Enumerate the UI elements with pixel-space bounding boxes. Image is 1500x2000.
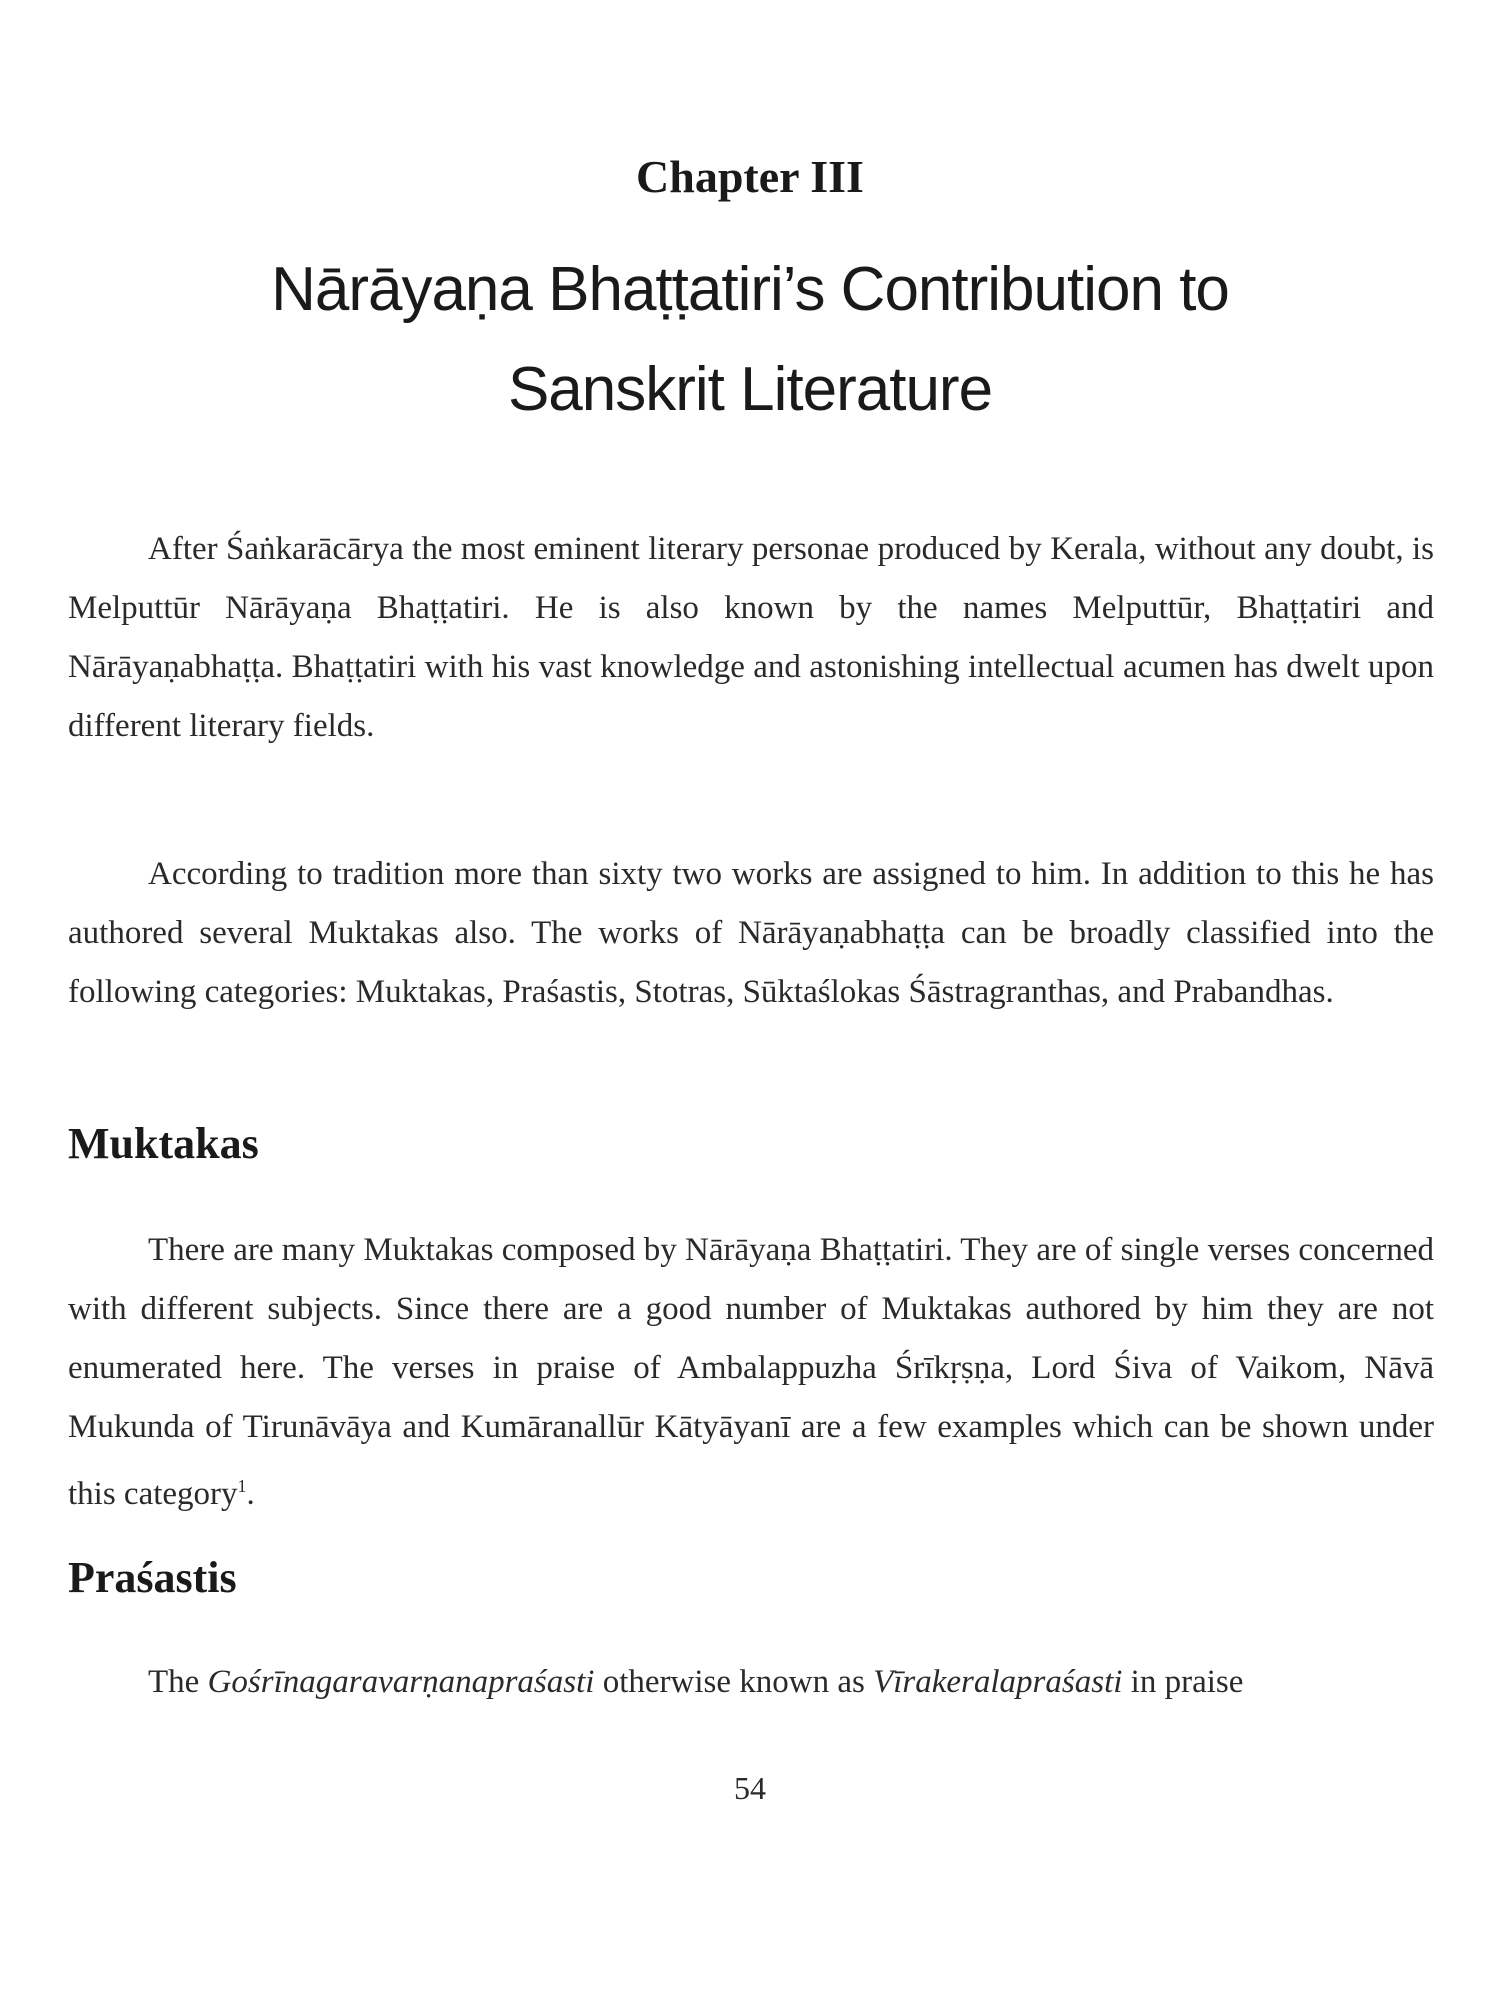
paragraph-muktakas [68, 1221, 1434, 1524]
section-heading-muktakas: Muktakas [68, 1119, 259, 1168]
work-title-italic: Gośrīnagaravarṇanapraśasti [207, 1664, 595, 1700]
chapter-title-line-2: Sanskrit Literature [507, 355, 993, 424]
chapter-label: Chapter III [636, 151, 864, 202]
work-title-italic: Vīrakeralapraśasti [873, 1664, 1123, 1700]
text-run: The [148, 1664, 208, 1700]
page-number: 54 [734, 1770, 766, 1806]
chapter-title-line-1: Nārāyaṇa Bhaṭṭatiri’s Contribution to [271, 255, 1229, 324]
chapter-title [0, 240, 1500, 440]
paragraph-body: There are many Muktakas composed by Nārāyaṇa Bhaṭṭatiri. They are of single verses concerned with different subjects. Since there are a good number of Muktakas authored by him they are not enumerated here. The verses in praise of Ambalappuzha Śrīkṛṣṇa, Lord Śiva of Vaikom, Nāvā Mukunda of Tirunāvāya and Kumāranallūr Kātyāyanī are a few examples which can be shown under this category [68, 1232, 1434, 1512]
paragraph-text: According to tradition more than sixty two works are assigned to him. In addition to this he has authored several Muktakas also. The works of Nārāyaṇabhaṭṭa can be broadly classified into the following categories: Muktakas, Praśastis, Stotras, Sūktaślokas Śāstragranthas, and Prabandhas. [68, 856, 1434, 1010]
footnote-marker: 1 [237, 1476, 247, 1496]
text-run: otherwise known as [594, 1664, 874, 1700]
paragraph-text: There are many Muktakas composed by Nārāyaṇa Bhaṭṭatiri. They are of single verses concerned with different subjects. Since there are a good number of Muktakas authored by him they are not enumerated here. The verses in praise of Ambalappuzha Śrīkṛṣṇa, Lord Śiva of Vaikom, Nāvā Mukunda of Tirunāvāya and Kumāranallūr Kātyāyanī are a few examples which can be shown under this category$^1$. [68, 1232, 1434, 1512]
paragraph-intro [68, 520, 1434, 756]
paragraph-prasastis [68, 1653, 1434, 1712]
paragraph-text [68, 1653, 1434, 1712]
paragraph-text: After Śaṅkarācārya the most eminent literary personae produced by Kerala, without any doubt, is Melputtūr Nārāyaṇa Bhaṭṭatiri. He is also known by the names Melputtūr, Bhaṭṭatiri and Nārāyaṇabhaṭṭa. Bhaṭṭatiri with his vast knowledge and astonishing intellectual acumen has dwelt upon different literary fields. [68, 531, 1434, 744]
paragraph-tradition [68, 845, 1434, 1022]
text-run: in praise [1122, 1664, 1244, 1700]
section-heading-prasastis: Praśastis [68, 1553, 237, 1602]
